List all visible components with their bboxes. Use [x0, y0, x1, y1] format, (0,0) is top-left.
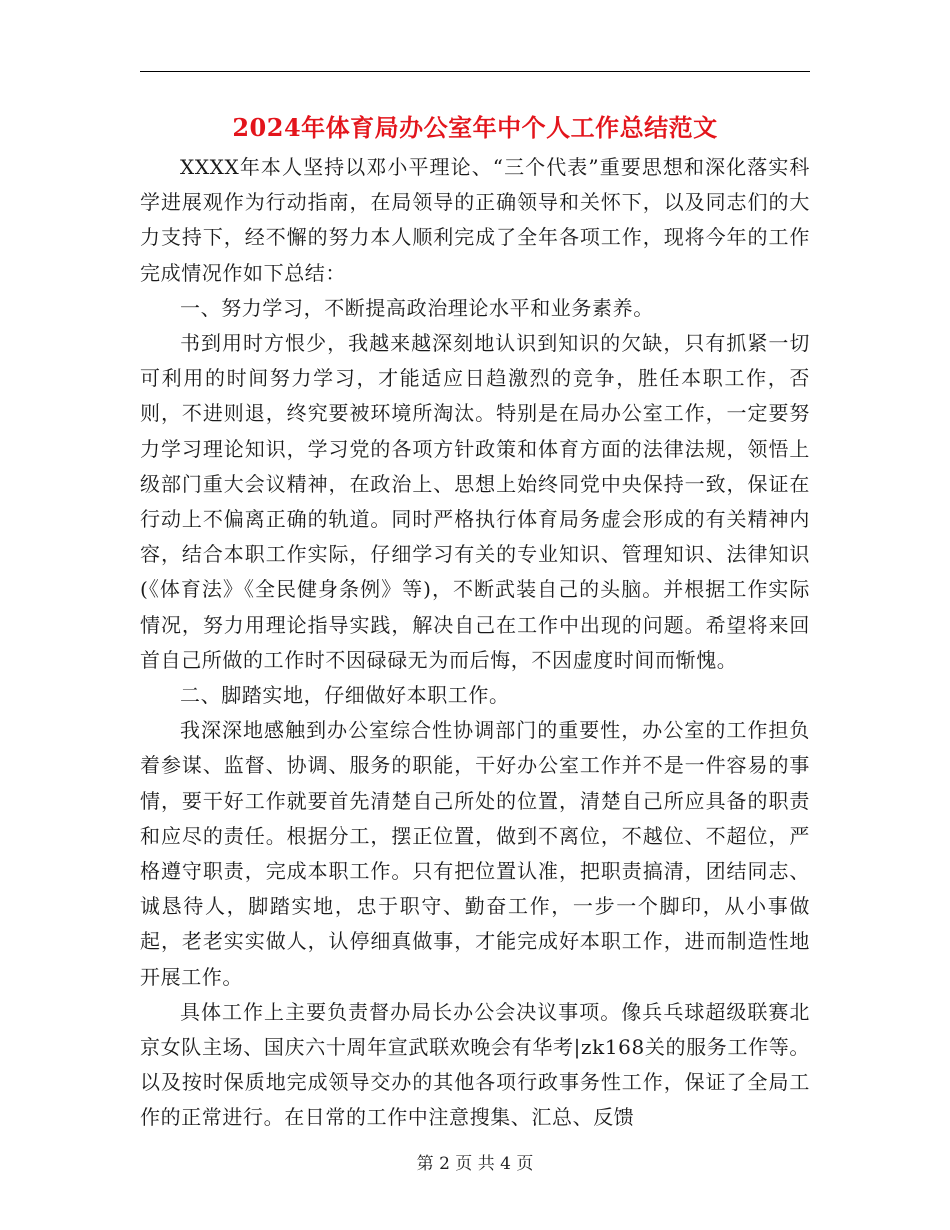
paragraph-duty: 我深深地感触到办公室综合性协调部门的重要性，办公室的工作担负着参谋、监督、协调、服务的职能，干好办公室工作并不是一件容易的事情，要干好工作就要首先清楚自己所处的位置，清楚自己所应具备的职责和应尽的责任。根据分工，摆正位置，做到不离位，不越位、不超位，严格遵守职责，完成本职工作。只有把位置认准，把职责搞清，团结同志、诚恳待人，脚踏实地，忠于职守、勤奋工作，一步一个脚印，从小事做起，老老实实做人，认停细真做事，才能完成好本职工作，进而制造性地开展工作。 — [140, 718, 810, 989]
page-number: 第 2 页 共 4 页 — [416, 1154, 534, 1174]
section-heading-2: 二、脚踏实地，仔细做好本职工作。 — [180, 683, 510, 708]
document-body — [140, 150, 810, 1136]
header-rule — [140, 71, 810, 72]
paragraph-study: 书到用时方恨少，我越来越深刻地认识到知识的欠缺，只有抓紧一切可利用的时间努力学习，才能适应日趋激烈的竞争，胜任本职工作，否则，不进则退，终究要被环境所淘汰。特别是在局办公室工作，一定要努力学习理论知识，学习党的各项方针政策和体育方面的法律法规，领悟上级部门重大会议精神，在政治上、思想上始终同党中央保持一致，保证在行动上不偏离正确的轨道。同时严格执行体育局务虚会形成的有关精神内容，结合本职工作实际，仔细学习有关的专业知识、管理知识、法律知识(《体育法》《全民健身条例》等)，不断武装自己的头脑。并根据工作实际情况，努力用理论指导实践，解决自己在工作中出现的问题。希望将来回首自己所做的工作时不因碌碌无为而后悔，不因虚度时间而惭愧。 — [140, 331, 810, 672]
paragraph-specific-work: 具体工作上主要负责督办局长办公会决议事项。像兵乓球超级联赛北京女队主场、国庆六十周年宣武联欢晚会有华考|zk168关的服务工作等。以及按时保质地完成领导交办的其他各项行政事务性工作，保证了全局工作的正常进行。在日常的工作中注意搜集、汇总、反馈 — [140, 999, 810, 1130]
document-title: 2024年体育局办公室年中个人工作总结范文 — [232, 113, 718, 142]
paragraph-intro: XXXX年本人坚持以邓小平理论、“三个代表”重要思想和深化落实科学进展观作为行动指南，在局领导的正确领导和关怀下，以及同志们的大力支持下，经不懈的努力本人顺利完成了全年各项工作，现将今年的工作完成情况作如下总结： — [140, 155, 810, 285]
section-heading-1: 一、努力学习，不断提高政治理论水平和业务素养。 — [180, 295, 654, 320]
